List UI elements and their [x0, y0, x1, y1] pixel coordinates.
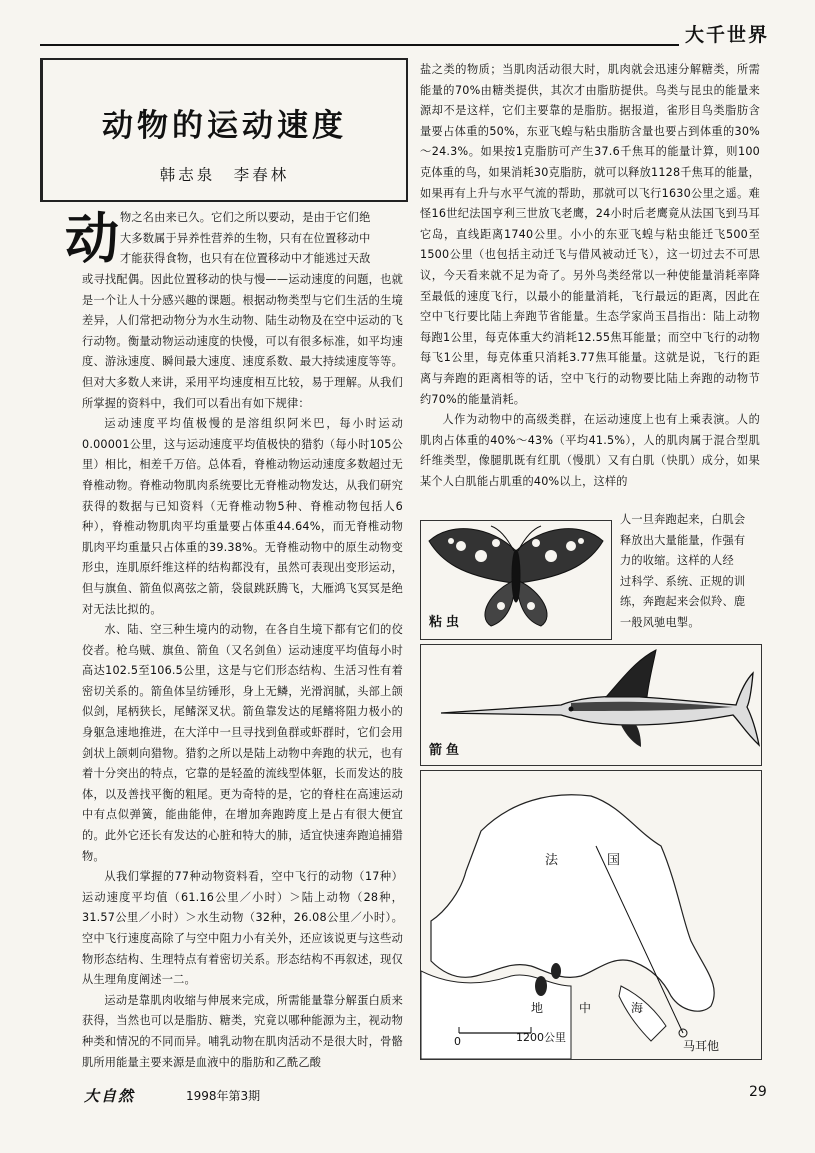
- map-label-country-2: 国: [607, 853, 621, 868]
- article-authors: 韩志泉 李春林: [159, 166, 290, 184]
- paragraph-1: 或寻找配偶。因此位置移动的快与慢——运动速度的问题，也就是一个让人十分感兴趣的课题。根据动物类型与它们生活的生境差异，人们常把动物分为水生动物、陆生动物及在空中运动的飞行动物。衡量动物运动速度的快慢，可以有很多标准，如平均速度、游泳速度、瞬间最大速度、速度系数、最大持续速度等等。但对大多数人来讲，采用平均速度相互比较，易于理解。从我们所掌握的资料中，我们可以看出有如下规律：: [82, 273, 403, 410]
- paragraph-2: 运动速度平均值极慢的是溶组织阿米巴，每小时运动0.00001公里，这与运动速度平均值极快的猎豹（每小时105公里）相比，相差千万倍。总体看，脊椎动物运动速度多数超过无脊椎动物。脊椎动物肌肉系统要比无脊椎动物发达，从我们研究获得的数据与已知资料（无脊椎动物5种、脊椎动物包括人6种），脊椎动物肌肉平均重量要占体重44.64%，而无脊椎动物肌肉平均重量只占体重的39.38%。无脊椎动物中的原生动物变形虫，连肌原纤维这样的结构都没有，虽然可表现出变形运动，但与旗鱼、箭鱼似离弦之箭，袋鼠跳跃腾飞，大雁鸿飞冥冥是绝对无法比拟的。: [82, 417, 403, 616]
- paragraph-5: 运动是靠肌肉收缩与伸展来完成，所需能量靠分解蛋白质来获得，当然也可以是脂肪、糖类，究竟以哪种能源为主，视动物种类和情况的不同而异。哺乳动物在肌肉活动不是很大时，骨骼肌所用能量主要来源是血液中的脂肪和乙酰乙酸: [82, 993, 403, 1069]
- side-line-1: 人一旦奔跑起来，白肌会: [620, 513, 746, 526]
- section-header: [679, 20, 775, 46]
- footer-issue: 1998年第3期: [186, 1089, 261, 1103]
- paragraph-4: 从我们掌握的77种动物资料看，空中飞行的动物（17种）运动速度平均值（61.16公里／小时）＞陆上动物（28种，31.57公里／小时）＞水生动物（32种，26.08公里／小时）。空中飞行速度高除了与空中阻力小有关外，还应该说更与这些动物形态结构、生理特点有着密切关系。形态结构不再叙述，现仅从生理角度阐述一二。: [82, 870, 403, 987]
- section-rule: [40, 44, 775, 46]
- moth-label: 粘虫: [429, 615, 464, 630]
- side-line-6: 一般风驰电掣。: [620, 615, 700, 629]
- title-box: [40, 58, 408, 202]
- side-line-3: 力的收缩。这样的人经: [620, 554, 734, 568]
- intro-line-3: 才能获得食物，也只有在位置移动中才能逃过天敌: [120, 252, 371, 266]
- side-line-4: 过科学、系统、正规的训: [620, 574, 746, 588]
- right-column: [420, 60, 760, 492]
- section-label: 大千世界: [679, 20, 775, 47]
- side-line-5: 练，奔跑起来会似羚、鹿: [620, 595, 746, 609]
- footer-magazine: 大自然: [84, 1087, 136, 1105]
- paragraph-6: 盐之类的物质；当肌肉活动很大时，肌肉就会迅速分解糖类，所需能量的70%由糖类提供，其次才由脂肪提供。鸟类与昆虫的能量来源却不是这样，它们主要靠的是脂肪。据报道，雀形目鸟类脂肪含量要占体重的50%，东亚飞蝗与粘虫脂肪含量也要占到体重的30%～24.3%。如果按1克脂肪可产生37.6千焦耳的能量计算，则100克体重的鸟，如果消耗30克脂肪，就可以释放1128千焦耳的能量，如果再有上升与水平气流的帮助，那就可以飞行1630公里之遥。难怪16世纪法国亨利三世放飞老鹰，24小时后老鹰竟从法国飞到马耳它岛，直线距离1740公里。小小的东亚飞蝗与粘虫能迁飞500至1500公里（也包括主动迁飞与借风被动迁飞），这一切过去不可思议，今天看来就不足为奇了。另外鸟类经常以一种使能量消耗率降至最低的速度飞行，以最小的能量消耗，飞行最远的距离，因此在空中飞行要比陆上奔跑节省能量。生态学家尚玉昌指出：陆上动物每跑1公里，每克体重大约消耗12.55焦耳能量；而空中飞行的动物每飞1公里，每克体重只消耗3.77焦耳能量。这就是说，飞行的距离与奔跑的距离相等的话，空中飞行的动物要比陆上奔跑的动物节约70%的能量消耗。: [420, 63, 760, 406]
- intro-line-2: 大多数属于异养性营养的生物，只有在位置移动中: [120, 231, 371, 245]
- swordfish-illustration: [421, 645, 761, 765]
- paragraph-3: 水、陆、空三种生境内的动物，在各自生境下都有它们的佼佼者。枪乌贼、旗鱼、箭鱼（又名剑鱼）运动速度平均值每小时高达102.5至106.5公里，这是与它们形态结构、生活习性有着密切关系的。箭鱼体呈纺锤形，身上无鳞，光滑润腻，头部上颌似剑，尾柄狭长，尾鳍深叉状。箭鱼靠发达的尾鳍将阻力极小的身躯急速地推进，在大洋中一旦寻找到鱼群或虾群时，它们会用剑状上颌刺向猎物。猎豹之所以是陆上动物中奔跑的状元，也有着十分突出的特点，它靠的是轻盈的流线型体躯，长而发达的肢体，以及善找平衡的粗尾。更为奇特的是，它的脊柱在高速运动中有点似弹簧，能曲能伸，在增加奔跑跨度上是占有很大便宜的。此外它还长有发达的心脏和特大的肺，适宜快速奔跑追捕猎物。: [82, 623, 403, 863]
- intro-line-1: 物之名由来已久。它们之所以要动，是由于它们绝: [120, 211, 371, 224]
- swordfish-figure: [420, 644, 762, 766]
- swordfish-label: 箭鱼: [429, 743, 464, 758]
- left-column: [82, 270, 403, 1073]
- moth-figure: [420, 520, 612, 640]
- side-text: [620, 510, 765, 634]
- dropcap: 动: [65, 206, 119, 270]
- intro-block: [120, 208, 403, 270]
- side-line-2: 释放出大量能量，作强有: [620, 533, 746, 547]
- map-label-malta: 马耳他: [683, 1039, 720, 1053]
- map-label-country: 法: [545, 853, 559, 868]
- paragraph-7: 人作为动物中的高级类群，在运动速度上也有上乘表演。人的肌肉占体重的40%～43%（平均41.5%），人的肌肉属于混合型肌纤维类型，像腿肌既有红肌（慢肌）又有白肌（快肌）成分，如果某个人白肌能占肌重的40%以上，这样的: [420, 413, 760, 488]
- map-label-sea-3: 海: [631, 1001, 644, 1015]
- article-title: 动物的运动速度: [102, 108, 347, 144]
- map-scale-label: 1200公里: [516, 1031, 566, 1044]
- map-figure: [420, 770, 762, 1060]
- map-label-sea-2: 中: [579, 1001, 592, 1015]
- footer-page-number: 29: [749, 1084, 767, 1100]
- map-scale-zero: 0: [454, 1035, 461, 1048]
- map-label-sea-1: 地: [531, 1001, 544, 1015]
